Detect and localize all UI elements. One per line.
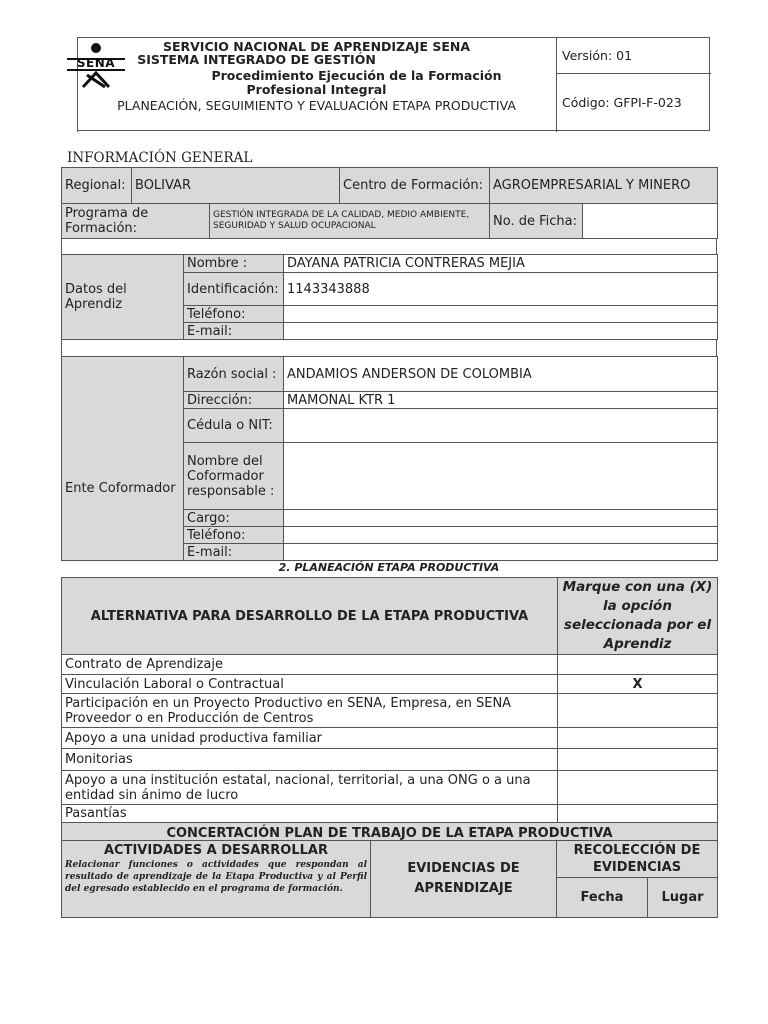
coformador-email-value (284, 544, 718, 561)
document-header (77, 37, 710, 131)
programa-value: GESTIÓN INTEGRADA DE LA CALIDAD, MEDIO AMBIENTE, SEGURIDAD Y SALUD OCUPACIONAL (210, 204, 490, 239)
alternativa-row-label: Apoyo a una unidad productiva familiar (62, 728, 558, 749)
coformador-telefono-label: Teléfono: (184, 527, 284, 544)
aprendiz-email-value (284, 323, 718, 340)
version-label: Versión: 01 (562, 48, 633, 63)
centro-value: AGROEMPRESARIAL Y MINERO (490, 168, 718, 204)
marque-header: Marque con una (X) la opción seleccionada por el Aprendiz (558, 578, 718, 655)
alternativa-row-mark[interactable]: X (558, 675, 718, 694)
section-1-title: INFORMACIÓN GENERAL (67, 150, 253, 166)
recoleccion-title: RECOLECCIÓN DE EVIDENCIAS (557, 841, 718, 878)
header-line-5: PLANEACIÓN, SEGUIMIENTO Y EVALUACIÓN ETAPA PRODUCTIVA (117, 98, 516, 113)
coformador-nombre-value (284, 443, 718, 510)
header-line-4: Profesional Integral (246, 82, 387, 97)
header-line-2: SISTEMA INTEGRADO DE GESTIÓN (137, 52, 376, 67)
aprendiz-nombre-value: DAYANA PATRICIA CONTRERAS MEJIA (284, 255, 718, 273)
razon-social-label: Razón social : (184, 357, 284, 392)
direccion-label: Dirección: (184, 392, 284, 409)
ficha-label: No. de Ficha: (490, 204, 583, 239)
spacer-row-1 (61, 238, 717, 255)
general-info-table (61, 167, 718, 204)
planeacion-table (61, 577, 718, 844)
fecha-label: Fecha (557, 878, 648, 918)
razon-social-value: ANDAMIOS ANDERSON DE COLOMBIA (284, 357, 718, 392)
alternativa-row-label: Vinculación Laboral o Contractual (62, 675, 558, 694)
regional-label: Regional: (62, 168, 132, 204)
programa-label: Programa de Formación: (62, 204, 210, 239)
alternativa-row-label: Apoyo a una institución estatal, nacional, territorial, a una ONG o a una entidad sin ánimo de lucro (62, 771, 558, 805)
actividades-cell (62, 841, 371, 918)
actividades-note: Relacionar funciones o actividades que respondan al resultado de aprendizaje de la Etapa Productiva y al Perfil del egresado establecido en el programa de formación. (65, 860, 367, 894)
aprendiz-table (61, 254, 718, 340)
aprendiz-group-label: Datos del Aprendiz (62, 255, 184, 340)
alternativa-row-label: Pasantías (62, 805, 558, 823)
evidencias-title: EVIDENCIAS DE APRENDIZAJE (371, 841, 557, 918)
codigo-label: Código: GFPI-F-023 (562, 95, 682, 110)
coformador-telefono-value (284, 527, 718, 544)
actividades-table (61, 840, 718, 918)
alternativa-row-label: Contrato de Aprendizaje (62, 655, 558, 675)
alternativa-row-mark[interactable] (558, 728, 718, 749)
sena-logo-text: SENA (76, 56, 116, 70)
direccion-value: MAMONAL KTR 1 (284, 392, 718, 409)
coformador-nombre-label: Nombre del Coformador responsable : (184, 443, 284, 510)
actividades-title: ACTIVIDADES A DESARROLLAR (103, 843, 328, 858)
alternativa-row-mark[interactable] (558, 655, 718, 675)
alternativa-row-mark[interactable] (558, 749, 718, 771)
header-line-3: Procedimiento Ejecución de la Formación (211, 68, 502, 83)
alternativa-row-mark[interactable] (558, 805, 718, 823)
lugar-label: Lugar (648, 878, 718, 918)
programa-table (61, 203, 718, 239)
cedula-nit-value (284, 409, 718, 443)
aprendiz-email-label: E-mail: (184, 323, 284, 340)
alternativa-header: ALTERNATIVA PARA DESARROLLO DE LA ETAPA PRODUCTIVA (62, 578, 558, 655)
cedula-nit-label: Cédula o NIT: (184, 409, 284, 443)
coformador-group-label: Ente Coformador (62, 357, 184, 561)
header-line-1: SERVICIO NACIONAL DE APRENDIZAJE SENA (162, 39, 471, 54)
cargo-label: Cargo: (184, 510, 284, 527)
aprendiz-id-label: Identificación: (184, 273, 284, 306)
coformador-email-label: E-mail: (184, 544, 284, 561)
aprendiz-telefono-value (284, 306, 718, 323)
regional-value: BOLIVAR (132, 168, 340, 204)
section-2-title: 2. PLANEACIÓN ETAPA PRODUCTIVA (278, 561, 500, 574)
concertacion-title: CONCERTACIÓN PLAN DE TRABAJO DE LA ETAPA PRODUCTIVA (62, 823, 718, 844)
cargo-value (284, 510, 718, 527)
alternativa-row-mark[interactable] (558, 771, 718, 805)
ficha-value (583, 204, 718, 239)
coformador-table (61, 356, 718, 561)
alternativa-row-label: Participación en un Proyecto Productivo en SENA, Empresa, en SENA Proveedor o en Producción de Centros (62, 694, 558, 728)
centro-label: Centro de Formación: (340, 168, 490, 204)
aprendiz-nombre-label: Nombre : (184, 255, 284, 273)
alternativa-row-label: Monitorias (62, 749, 558, 771)
spacer-row-2 (61, 339, 717, 357)
aprendiz-id-value: 1143343888 (284, 273, 718, 306)
aprendiz-telefono-label: Teléfono: (184, 306, 284, 323)
alternativa-row-mark[interactable] (558, 694, 718, 728)
